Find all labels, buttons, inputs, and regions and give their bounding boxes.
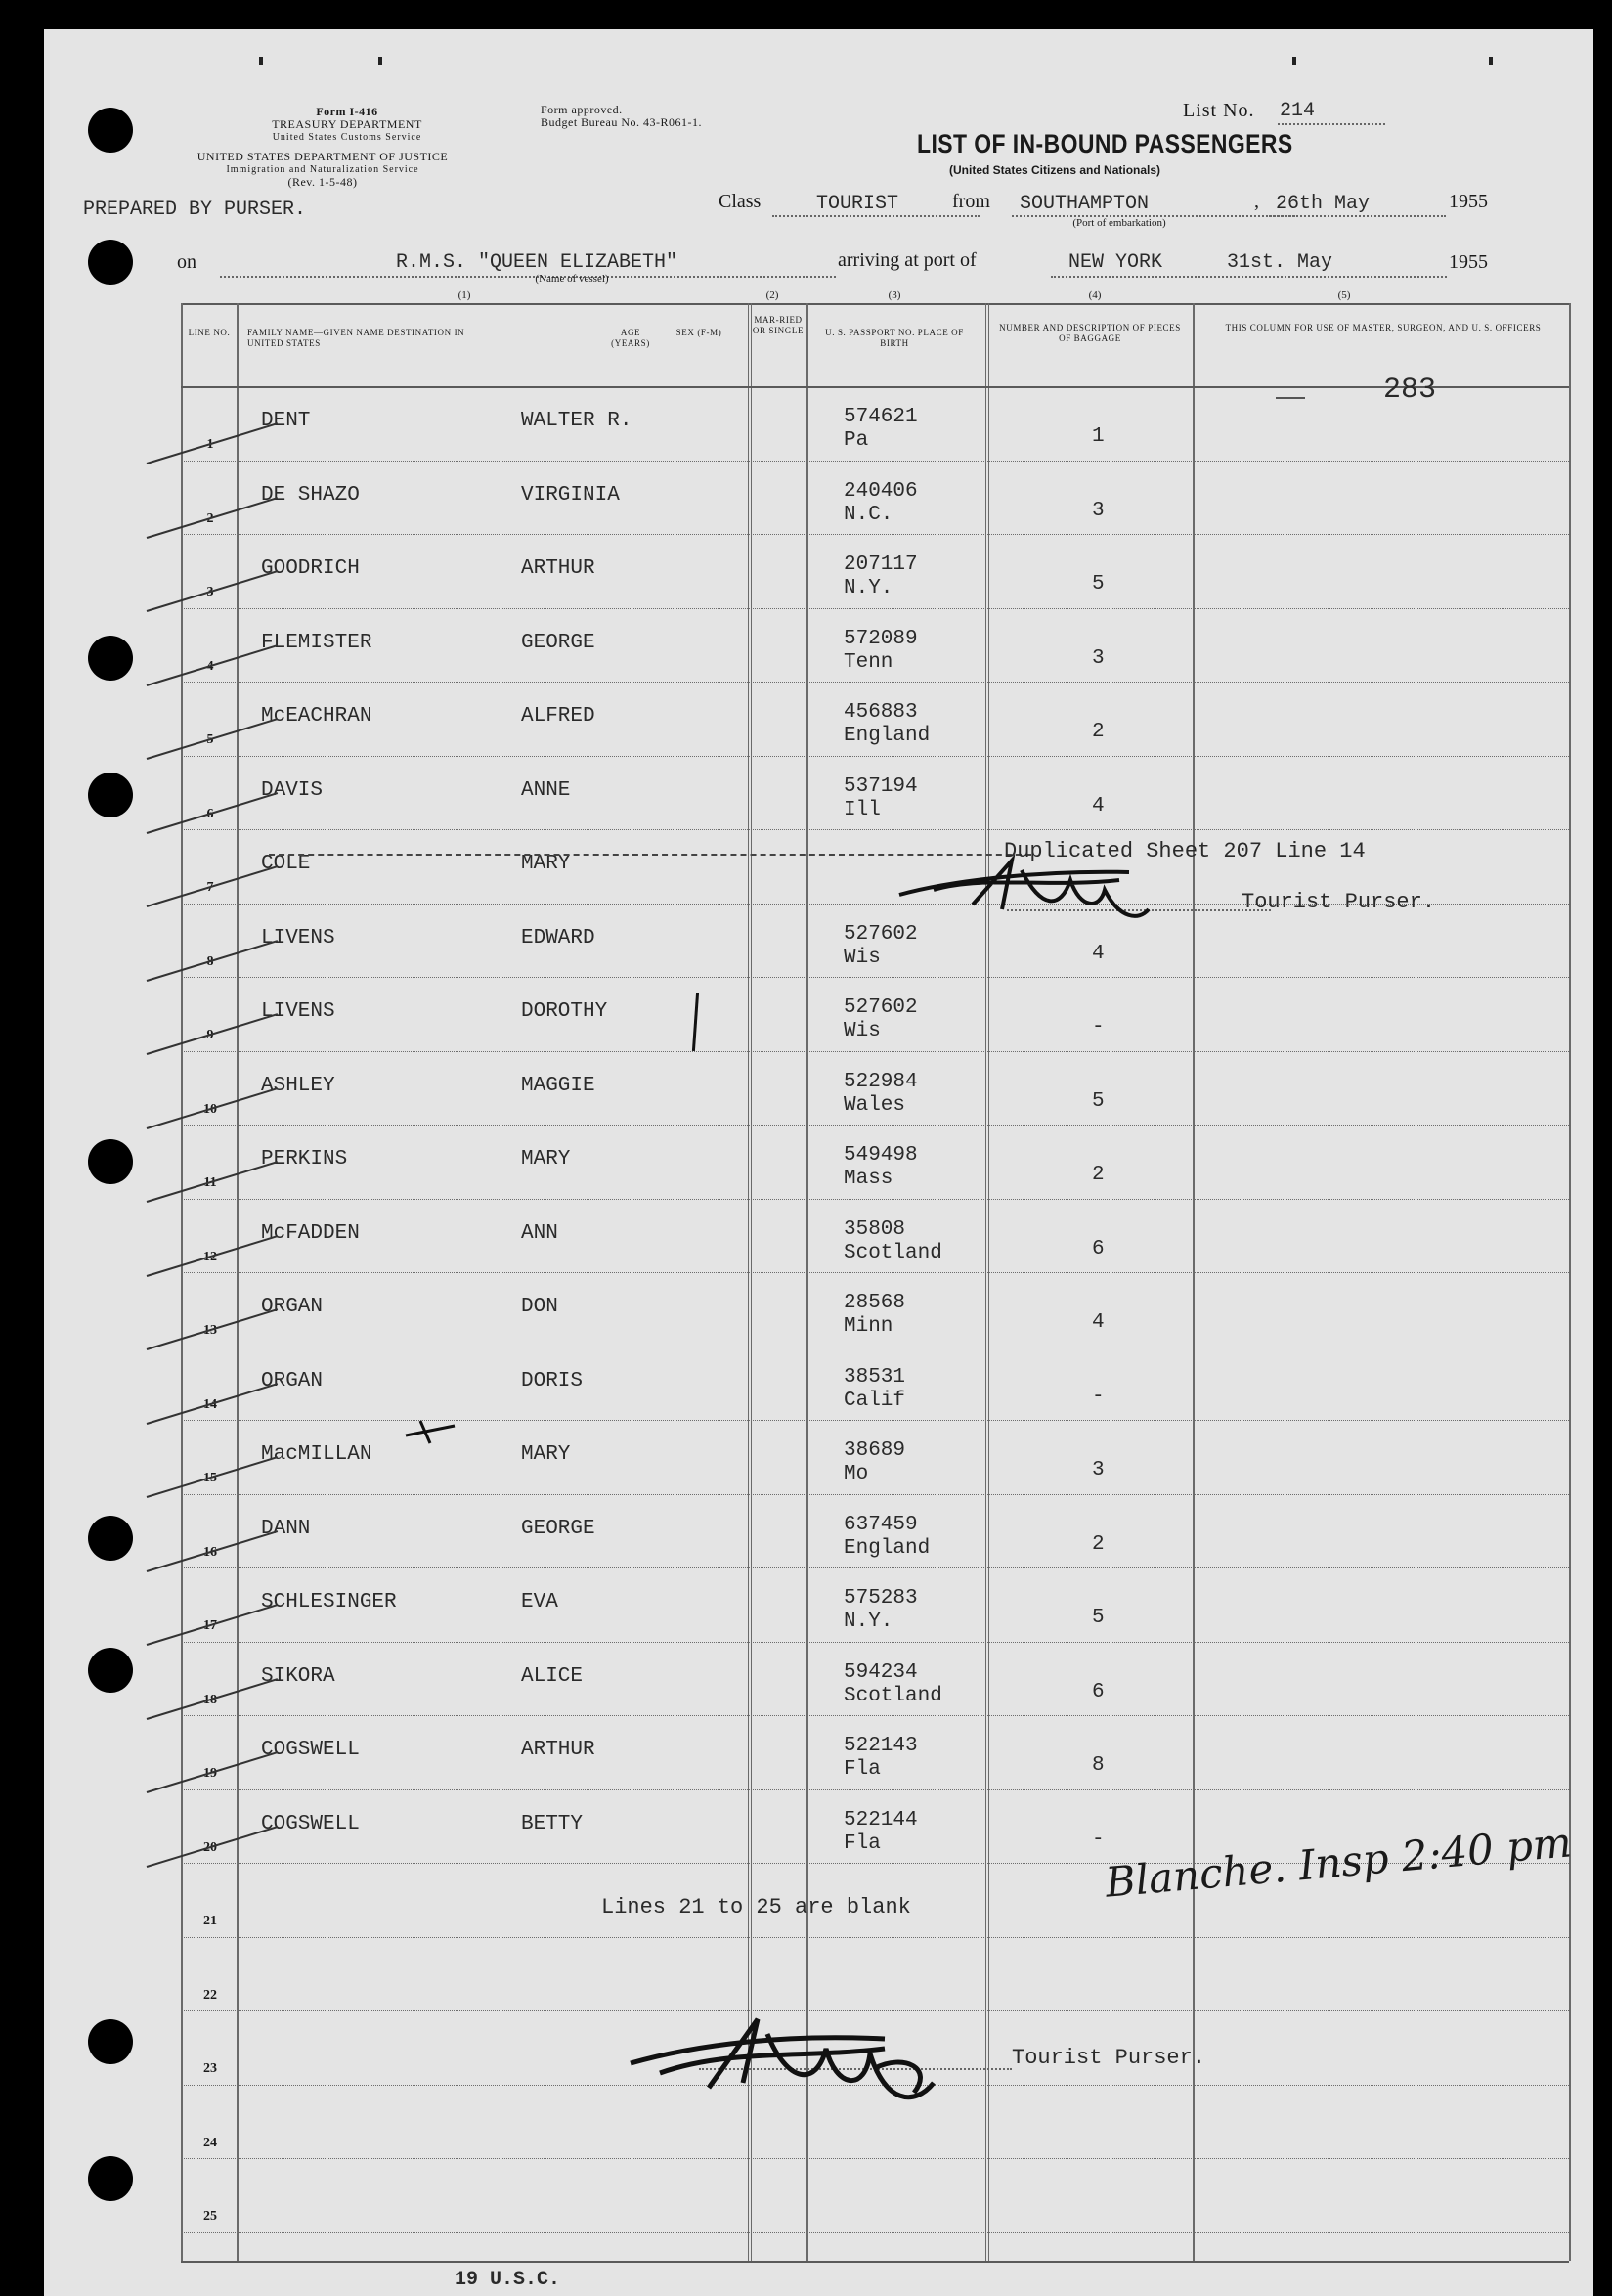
- place-of-birth: Scotland: [844, 1684, 942, 1707]
- place-of-birth: Minn: [844, 1315, 893, 1338]
- family-name: McFADDEN: [261, 1221, 360, 1245]
- family-name: ORGAN: [261, 1369, 324, 1392]
- grid-line: [1569, 303, 1571, 2261]
- family-name: LIVENS: [261, 926, 335, 949]
- line-number: 7: [206, 880, 214, 895]
- place-of-birth: Fla: [844, 1832, 881, 1855]
- given-name: ARTHUR: [521, 557, 595, 580]
- row-divider: [181, 1051, 1569, 1052]
- arrival-port: NEW YORK: [1068, 251, 1163, 274]
- given-name: ALICE: [521, 1664, 584, 1688]
- line-number: 19: [203, 1766, 217, 1781]
- line-number: 23: [203, 2061, 217, 2076]
- speck: [378, 57, 382, 65]
- punch-hole: [88, 773, 133, 817]
- baggage-count: -: [1092, 1385, 1105, 1408]
- row-divider: [181, 829, 1569, 830]
- passport-number: 549498: [844, 1144, 918, 1167]
- row-divider: [181, 461, 1569, 462]
- line-number: 14: [203, 1396, 217, 1412]
- given-name: MARY: [521, 1443, 571, 1466]
- baggage-count: 3: [1092, 499, 1105, 522]
- place-of-birth: Scotland: [844, 1241, 942, 1264]
- speck: [1292, 57, 1296, 65]
- given-name: GEORGE: [521, 1517, 595, 1540]
- line-number: 12: [203, 1249, 217, 1264]
- line-number: 2: [206, 510, 214, 526]
- punch-hole: [88, 2019, 133, 2064]
- footer-citation: 19 U.S.C.: [455, 2269, 561, 2291]
- grid-line: [1193, 303, 1195, 2261]
- line-number: 5: [206, 732, 214, 747]
- purser-signature-2: [621, 1995, 1031, 2112]
- passport-number: 38689: [844, 1439, 906, 1462]
- place-of-birth: Tenn: [844, 650, 893, 674]
- duplicated-note: Duplicated Sheet 207 Line 14: [1004, 839, 1366, 863]
- place-of-birth: N.Y.: [844, 1611, 893, 1633]
- class-dots: [772, 215, 980, 217]
- baggage-count: 5: [1092, 1089, 1105, 1113]
- row-divider: [181, 534, 1569, 535]
- baggage-count: -: [1092, 1016, 1105, 1038]
- speck: [259, 57, 263, 65]
- inspector-note: Blanche. Insp 2:40 pm: [1103, 1818, 1574, 1907]
- punch-hole: [88, 108, 133, 153]
- passport-number: 522984: [844, 1070, 918, 1093]
- place-of-birth: Mass: [844, 1168, 893, 1190]
- col-header-name: FAMILY NAME—GIVEN NAME DESTINATION IN UNITED STATES: [247, 328, 465, 348]
- col-num-3: (3): [888, 289, 901, 301]
- given-name: WALTER R.: [521, 410, 632, 432]
- family-name: PERKINS: [261, 1148, 348, 1170]
- revision: (Rev. 1-5-48): [287, 175, 358, 189]
- family-name: DE SHAZO: [261, 483, 360, 507]
- place-of-birth: Fla: [844, 1758, 881, 1781]
- passport-number: 537194: [844, 774, 918, 798]
- row-divider: [181, 1642, 1569, 1643]
- col-header-baggage: NUMBER AND DESCRIPTION OF PIECES OF BAGGAGE: [999, 323, 1181, 343]
- line-number: 22: [203, 1987, 217, 2003]
- justice-block: [171, 151, 474, 189]
- col-header-sex: SEX (F-M): [675, 328, 722, 337]
- family-name: ORGAN: [261, 1296, 324, 1318]
- row-divider: [181, 2158, 1569, 2159]
- line-number: 20: [203, 1839, 217, 1855]
- passport-number: 207117: [844, 553, 918, 576]
- purser-signature-1: [894, 851, 1266, 929]
- family-name: DENT: [261, 410, 311, 432]
- line-number: 24: [203, 2135, 217, 2150]
- given-name: ALFRED: [521, 705, 595, 728]
- family-name: COGSWELL: [261, 1739, 360, 1761]
- line-number: 15: [203, 1471, 217, 1485]
- grid-line: [181, 303, 183, 2261]
- family-name: COGSWELL: [261, 1812, 360, 1835]
- given-name: EDWARD: [521, 926, 595, 949]
- line-number: 6: [206, 806, 214, 821]
- line-number: 21: [203, 1914, 217, 1928]
- strike-mark: [401, 1416, 459, 1445]
- punch-hole: [88, 240, 133, 285]
- place-of-birth: N.C.: [844, 503, 893, 526]
- list-number: 214: [1280, 100, 1316, 122]
- class-label: Class: [719, 191, 762, 212]
- baggage-count: 2: [1092, 1164, 1105, 1186]
- line-number: 3: [206, 585, 214, 599]
- manifest-sheet: Form I-416 TREASURY DEPARTMENT United States Customs Service Form approved. Budget Bureau No. 43-R061-1. UNITED STATES DEPARTMENT OF JUSTICE Immigration and Naturalization Service (Rev. 1-5-48) List No. 214 LIST OF IN-BOUND PASSENGERS (United States Citizens and Nationals) PREPARED BY PURSER. Class TOURIST from SOUTHAMPTON (Port of embarkation) , 26th May 1955 on R.M.S. "QUEEN ELIZABETH" (Name of vessel) arriving at port of NEW YORK 31st. May 1955 (1) (2) (3) (4) (5) LINE NO. FAMILY NAME—GIVEN NAME DESTINATION IN UNITED STATES AGE (YEARS) SEX (F-M) MAR-RIED OR SINGLE U. S. PASSPORT NO. PLACE OF BIRTH NUMBER AND DESCRIPTION OF PIECES OF BAGGAGE THIS COLUMN FOR USE OF MASTER, SURGEON, AND U. S. OFFICERS 1 DENT WALTER R. 574621 Pa 1 2 DE SHAZO VIRGINIA 240406 N.C. 3 3 GOODRICH ARTHUR 207117 N.Y. 5 4 FLEMISTER GEORGE 572089 Tenn 3 5 McEACHRAN ALFRED 456883 England 2 6 DAVIS ANNE 537194 Ill 4 7 COLE MARY 8 LIVENS EDWARD 527602 Wis 4 9 LIVENS DOROTHY 527602 Wis - 10 ASHLEY MAGGIE 522984 Wales 5 11 PERKINS MARY 549498 Mass 2 12 McFADDEN ANN 35808 Scotland 6 13 ORGAN DON 28568 Minn 4 14 ORGAN DORIS 38531 Calif - 15 MacMILLAN MARY 38689 Mo 3 16 DANN GEORGE 637459 England 2 17 SCHLESINGER EVA 575283 N.Y. 5 18 SIKORA ALICE 594234 Scotland 6 19 COGSWELL ARTHUR 522143 Fla 8 20 COGSWELL BETTY 522144 Fla - 21 22 23 24 25 283 Duplicated Sheet 207 Line 14 Tourist Purser. Lines 21 to 25 are blank Blanche. Insp 2:40 pm Tourist Purser. 19 U.S.C.: [44, 29, 1593, 2296]
- baggage-count: -: [1092, 1828, 1105, 1851]
- baggage-count: 3: [1092, 646, 1105, 670]
- given-name: BETTY: [521, 1812, 584, 1835]
- baggage-count: 6: [1092, 1237, 1105, 1260]
- purser2-label: Tourist Purser.: [1012, 2046, 1206, 2070]
- line-number: 10: [203, 1101, 217, 1117]
- row-divider: [181, 2232, 1569, 2233]
- punch-hole: [88, 636, 133, 681]
- given-name: ANNE: [521, 778, 571, 802]
- place-of-birth: England: [844, 1536, 931, 1560]
- punch-hole: [88, 1139, 133, 1184]
- col-header-married: MAR-RIED OR SINGLE: [752, 315, 805, 335]
- place-of-birth: Wis: [844, 946, 881, 969]
- col-num-4: (4): [1088, 289, 1102, 301]
- arrival-date: 31st. May: [1227, 251, 1333, 274]
- col-num-2: (2): [765, 289, 779, 301]
- punch-hole: [88, 1648, 133, 1693]
- passport-number: 522144: [844, 1808, 918, 1832]
- baggage-count: 4: [1092, 942, 1105, 965]
- arrival-dots: [1051, 276, 1447, 278]
- place-of-birth: Mo: [844, 1463, 869, 1485]
- row-divider: [181, 1715, 1569, 1716]
- port-caption: (Port of embarkation): [1072, 217, 1166, 229]
- customs-service: United States Customs Service: [272, 132, 422, 143]
- col-header-age: AGE (YEARS): [611, 328, 650, 348]
- place-of-birth: England: [844, 725, 931, 747]
- family-name: GOODRICH: [261, 557, 360, 580]
- line-number: 18: [203, 1692, 217, 1707]
- form-approved: Form approved.: [541, 103, 623, 116]
- baggage-count: 5: [1092, 1607, 1105, 1629]
- row-divider: [181, 682, 1569, 683]
- list-no-dots: [1278, 123, 1385, 125]
- arriving-label: arriving at port of: [838, 249, 977, 271]
- given-name: MAGGIE: [521, 1074, 595, 1097]
- row-divider: [181, 1937, 1569, 1938]
- passport-number: 527602: [844, 996, 918, 1019]
- place-of-birth: Pa: [844, 429, 869, 452]
- family-name: DANN: [261, 1517, 311, 1540]
- arrival-year: 1955: [1449, 251, 1488, 273]
- place-of-birth: Wis: [844, 1020, 881, 1042]
- grid-line: [237, 303, 239, 2261]
- given-name: ANN: [521, 1221, 558, 1245]
- given-name: GEORGE: [521, 631, 595, 654]
- col-header-officers: THIS COLUMN FOR USE OF MASTER, SURGEON, AND U. S. OFFICERS: [1225, 323, 1542, 332]
- col-header-line-no: LINE NO.: [188, 328, 231, 337]
- passport-number: 522143: [844, 1735, 918, 1757]
- budget-bureau: Budget Bureau No. 43-R061-1.: [541, 115, 702, 129]
- family-name: FLEMISTER: [261, 631, 372, 654]
- passport-number: 240406: [844, 479, 918, 503]
- passport-number: 574621: [844, 406, 918, 428]
- punch-hole: [88, 2156, 133, 2201]
- from-label: from: [952, 191, 990, 212]
- baggage-count: 3: [1092, 1459, 1105, 1481]
- family-name: LIVENS: [261, 1000, 335, 1023]
- class-value: TOURIST: [816, 193, 899, 215]
- row-divider: [181, 977, 1569, 978]
- line-number: 4: [206, 658, 214, 674]
- embarkation-year: 1955: [1449, 191, 1488, 212]
- given-name: EVA: [521, 1591, 558, 1613]
- speck: [1489, 57, 1493, 65]
- col-num-1: (1): [457, 289, 471, 301]
- embarkation-port: SOUTHAMPTON: [1020, 193, 1150, 215]
- family-name: DAVIS: [261, 778, 324, 802]
- date-dots: [1266, 215, 1446, 217]
- given-name: DORIS: [521, 1369, 584, 1392]
- purser1-label: Tourist Purser.: [1242, 890, 1436, 914]
- line-number: 17: [203, 1618, 217, 1633]
- passport-number: 35808: [844, 1217, 906, 1241]
- family-name: ASHLEY: [261, 1074, 335, 1097]
- passport-number: 38531: [844, 1365, 906, 1389]
- place-of-birth: N.Y.: [844, 577, 893, 599]
- row-divider: [181, 1199, 1569, 1200]
- family-name: SCHLESINGER: [261, 1591, 397, 1613]
- passport-number: 594234: [844, 1660, 918, 1684]
- baggage-count: 4: [1092, 794, 1105, 817]
- family-name: MacMILLAN: [261, 1443, 372, 1466]
- passport-number: 572089: [844, 627, 918, 650]
- baggage-count: 5: [1092, 573, 1105, 596]
- row-divider: [181, 1494, 1569, 1495]
- given-name: DOROTHY: [521, 1000, 608, 1023]
- passport-number: 527602: [844, 922, 918, 946]
- col-num-5: (5): [1337, 289, 1351, 301]
- line-number: 25: [203, 2209, 217, 2224]
- approval-block: [541, 104, 795, 129]
- given-name: MARY: [521, 853, 571, 875]
- baggage-count: 2: [1092, 1532, 1105, 1556]
- row-divider: [181, 1420, 1569, 1421]
- given-name: ARTHUR: [521, 1739, 595, 1761]
- row-divider: [181, 1789, 1569, 1790]
- given-name: VIRGINIA: [521, 483, 620, 507]
- stamp-dash: [1276, 397, 1305, 399]
- form-number: Form I-416: [316, 105, 378, 118]
- grid-line: [748, 303, 752, 2261]
- header-rule: [181, 386, 1569, 388]
- punch-hole: [88, 1516, 133, 1561]
- passport-number: 575283: [844, 1587, 918, 1610]
- family-name: SIKORA: [261, 1664, 335, 1688]
- baggage-count: 4: [1092, 1311, 1105, 1334]
- line-number: 9: [206, 1028, 214, 1042]
- ins-service: Immigration and Naturalization Service: [226, 164, 419, 175]
- on-label: on: [177, 251, 196, 273]
- passport-number: 637459: [844, 1513, 918, 1536]
- place-of-birth: Calif: [844, 1389, 906, 1412]
- row-divider: [181, 608, 1569, 609]
- passport-number: 456883: [844, 701, 918, 724]
- prepared-by: PREPARED BY PURSER.: [83, 199, 307, 221]
- page-subtitle: (United States Citizens and Nationals): [949, 163, 1161, 177]
- blank-lines-note: Lines 21 to 25 are blank: [601, 1895, 911, 1920]
- passport-number: 28568: [844, 1292, 906, 1314]
- given-name: DON: [521, 1296, 558, 1318]
- row-divider: [181, 1125, 1569, 1126]
- vessel-name: R.M.S. "QUEEN ELIZABETH": [396, 251, 678, 274]
- col-header-passport: U. S. PASSPORT NO. PLACE OF BIRTH: [825, 328, 964, 348]
- line-number: 13: [203, 1323, 217, 1338]
- embarkation-date: 26th May: [1276, 193, 1371, 215]
- page-stamp: 283: [1383, 374, 1437, 407]
- family-name: McEACHRAN: [261, 705, 372, 728]
- family-name: COLE: [261, 853, 311, 875]
- line-number: 1: [206, 437, 214, 452]
- list-no-label: List No.: [1183, 100, 1255, 121]
- baggage-count: 1: [1092, 425, 1105, 448]
- treasury-dept: TREASURY DEPARTMENT: [272, 117, 422, 131]
- place-of-birth: Ill: [844, 798, 881, 821]
- baggage-count: 8: [1092, 1754, 1105, 1777]
- justice-dept: UNITED STATES DEPARTMENT OF JUSTICE: [196, 150, 449, 163]
- row-divider: [181, 756, 1569, 757]
- vessel-caption: (Name of vessel): [535, 273, 609, 285]
- row-divider: [181, 1567, 1569, 1568]
- row-divider: [181, 1272, 1569, 1273]
- form-number-block: [249, 106, 445, 144]
- baggage-count: 6: [1092, 1680, 1105, 1703]
- place-of-birth: Wales: [844, 1093, 906, 1117]
- grid-line: [985, 303, 989, 2261]
- baggage-count: 2: [1092, 721, 1105, 743]
- page-title: LIST OF IN-BOUND PASSENGERS: [917, 129, 1293, 158]
- grid-line: [806, 303, 808, 2261]
- line-number: 11: [203, 1175, 217, 1190]
- line-number: 16: [203, 1544, 217, 1560]
- given-name: MARY: [521, 1148, 571, 1170]
- line-number: 8: [206, 953, 214, 969]
